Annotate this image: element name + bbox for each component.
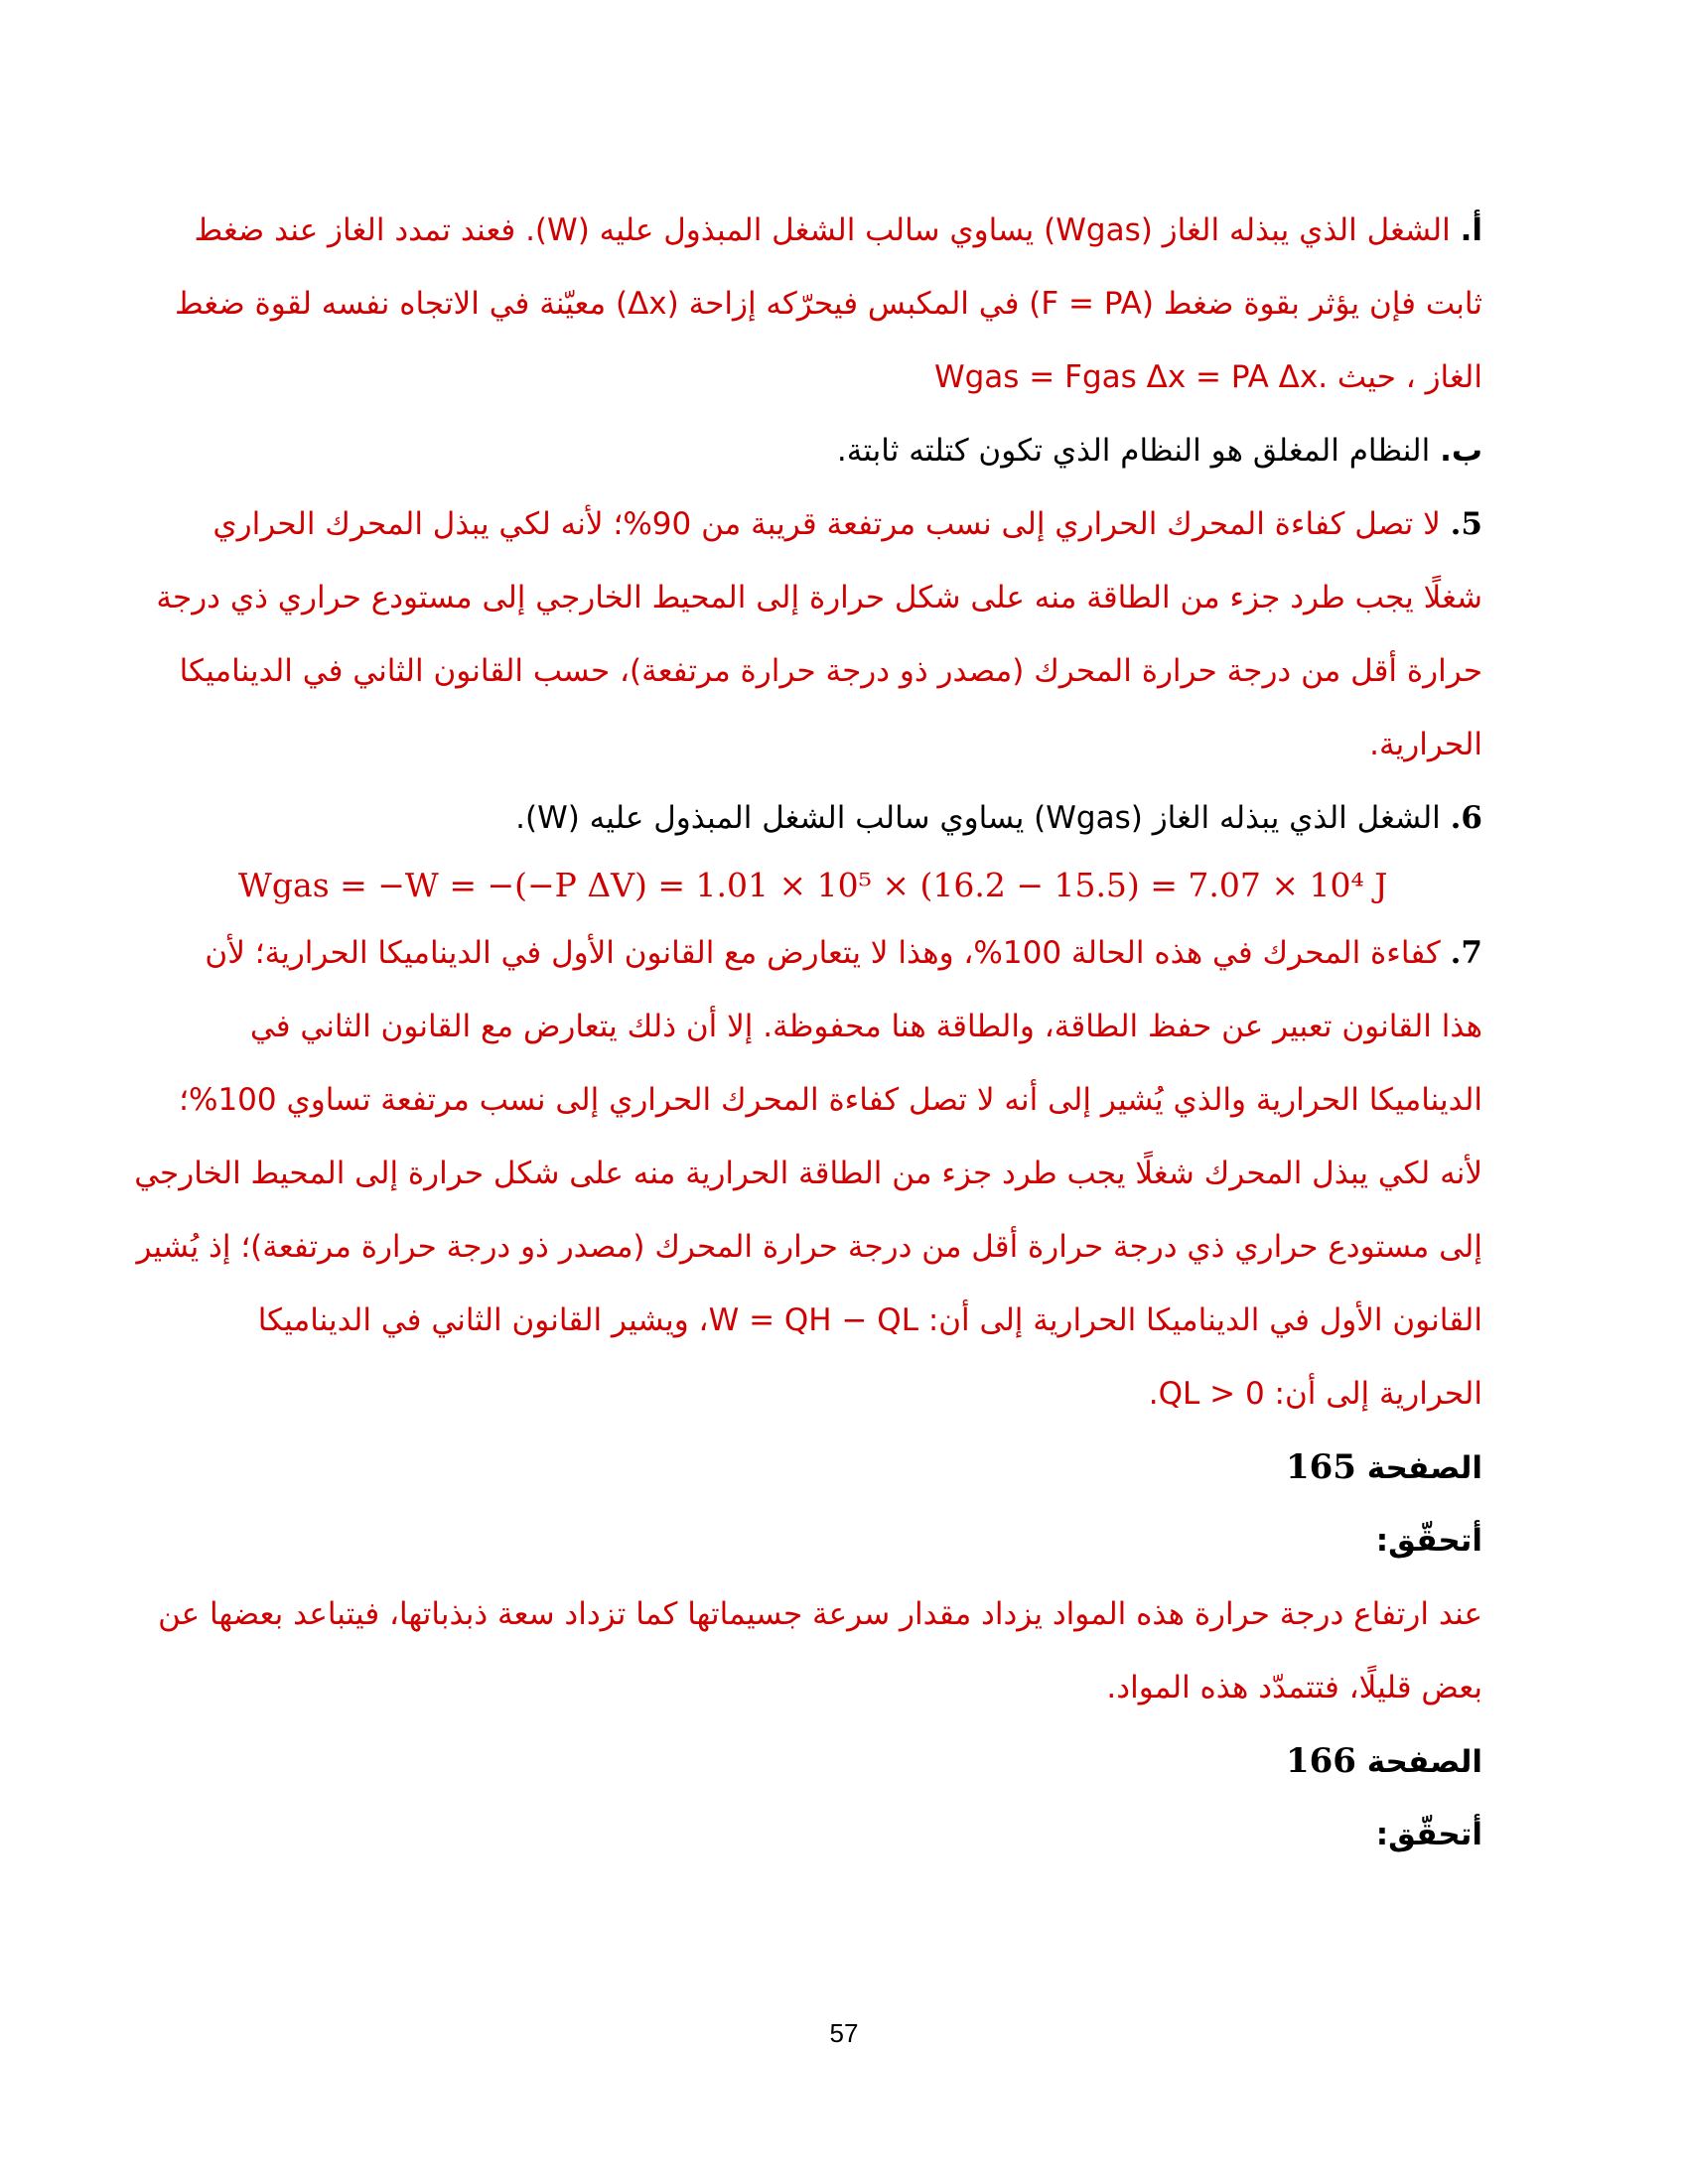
item-6-number: 6.	[1450, 800, 1482, 836]
section-165-heading-word: الصفحة	[1366, 1450, 1482, 1486]
section-165-line-1: عند ارتفاع درجة حرارة هذه المواد يزداد مقدار سرعة جسيماتها كما تزداد سعة ذبذباتها، فيتباعد بعضها عن	[158, 1596, 1482, 1632]
item-b-text: النظام المغلق هو النظام الذي تكون كتلته ثابتة.	[836, 433, 1431, 469]
item-a-line-3: الغاز ، حيث .Wgas = Fgas Δx = PA Δx	[933, 359, 1482, 395]
item-7-line-7: الحرارية إلى أن: QL > 0.	[1148, 1376, 1482, 1412]
item-7-line-4: لأنه لكي يبذل المحرك شغلًا يجب طرد جزء من الطاقة الحرارية منه على شكل حرارة إلى المحيط الخارجي	[134, 1156, 1482, 1191]
item-7-number: 7.	[1450, 935, 1482, 971]
section-165-line-2: بعض قليلًا، فتتمدّد هذه المواد.	[1106, 1670, 1482, 1706]
item-5-line-4: الحرارية.	[1369, 727, 1482, 762]
item-a-text-1: الشغل الذي يبذله الغاز (Wgas) يساوي سالب الشغل المبذول عليه (W). فعند تمدد الغاز عند ضغط	[194, 212, 1451, 248]
item-b-line	[837, 431, 1482, 471]
item-7-line-2: هذا القانون تعبير عن حفظ الطاقة، والطاقة هنا محفوظة. إلا أن ذلك يتعارض مع القانون الثاني في	[249, 1009, 1482, 1044]
item-a-line-1	[195, 210, 1482, 250]
section-165-check-heading: أتحقّق:	[1375, 1523, 1482, 1559]
page-number: 57	[829, 2018, 859, 2048]
item-7-text-1: كفاءة المحرك في هذه الحالة 100%، وهذا لا يتعارض مع القانون الأول في الديناميكا الحرارية؛ لأن	[205, 935, 1441, 971]
item-6-equation: Wgas = −W = −(−P ΔV) = 1.01 × 10⁵ × (16.2 − 15.5) = 7.07 × 10⁴ J	[238, 866, 1388, 904]
item-6-line	[515, 798, 1482, 838]
item-7-line-6: القانون الأول في الديناميكا الحرارية إلى أن: W = QH − QL، ويشير القانون الثاني في الديناميكا	[257, 1302, 1482, 1338]
item-a-line-2: ثابت فإن يؤثر بقوة ضغط (F = PA) في المكبس فيحرّكه إزاحة (Δx) معيّنة في الاتجاه نفسه لقوة ضغط	[175, 286, 1482, 322]
item-b-label: ب.	[1440, 433, 1482, 469]
item-5-line-2: شغلًا يجب طرد جزء من الطاقة منه على شكل حرارة إلى المحيط الخارجي إلى مستودع حراري ذي درجة	[156, 580, 1482, 615]
item-7-line-3: الديناميكا الحرارية والذي يُشير إلى أنه لا تصل كفاءة المحرك الحراري إلى نسب مرتفعة تساوي 100%؛	[179, 1082, 1482, 1118]
item-5-number: 5.	[1450, 506, 1482, 542]
section-166-heading	[1286, 1741, 1482, 1782]
item-7-line-5: إلى مستودع حراري ذي درجة حرارة أقل من درجة حرارة المحرك (مصدر ذو درجة حرارة مرتفعة)؛ إذ يُشير	[136, 1229, 1482, 1265]
item-6-text: الشغل الذي يبذله الغاز (Wgas) يساوي سالب الشغل المبذول عليه (W).	[515, 800, 1441, 836]
item-a-label: أ.	[1460, 212, 1482, 248]
section-166-heading-word: الصفحة	[1366, 1744, 1482, 1780]
section-165-heading	[1286, 1447, 1482, 1488]
item-7-line-1	[205, 933, 1482, 973]
section-166-check-heading: أتحقّق:	[1375, 1817, 1482, 1852]
section-166-heading-number: 166	[1285, 1741, 1356, 1781]
item-5-text-1: لا تصل كفاءة المحرك الحراري إلى نسب مرتفعة قريبة من 90%؛ لأنه لكي يبذل المحرك الحراري	[212, 506, 1441, 542]
item-5-line-3: حرارة أقل من درجة حرارة المحرك (مصدر ذو درجة حرارة مرتفعة)، حسب القانون الثاني في الديناميكا	[179, 653, 1482, 689]
item-5-line-1	[212, 504, 1482, 544]
section-165-heading-number: 165	[1285, 1447, 1356, 1487]
